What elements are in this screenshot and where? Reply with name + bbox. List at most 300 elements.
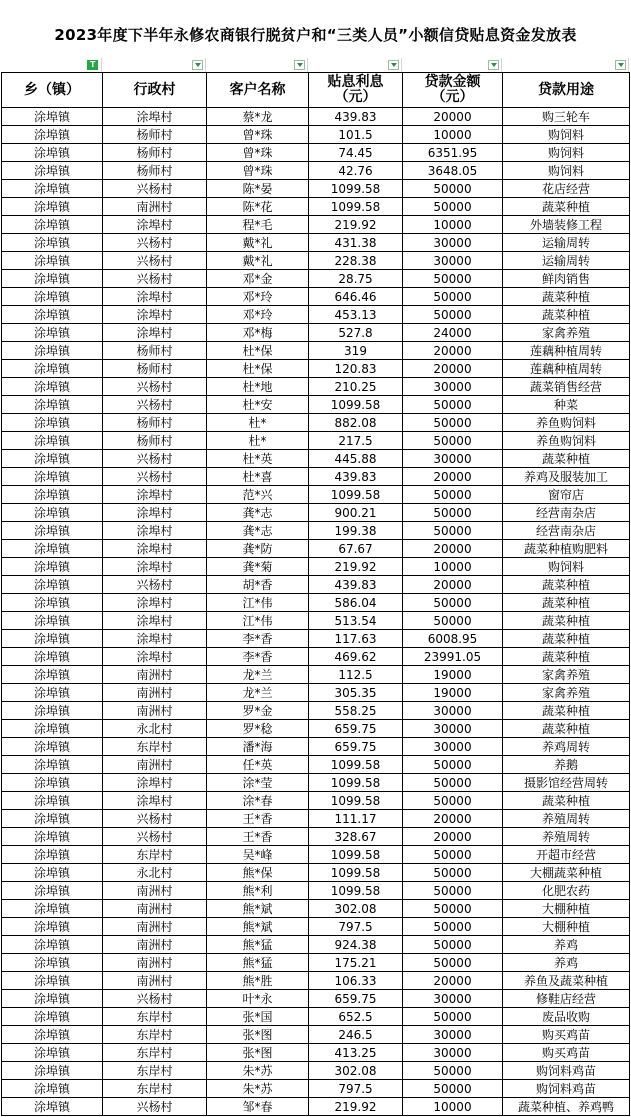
cell-village[interactable]: 兴杨村 bbox=[103, 828, 207, 846]
cell-village[interactable]: 兴杨村 bbox=[103, 180, 207, 198]
cell-purpose[interactable]: 蔬菜种植 bbox=[503, 702, 630, 720]
cell-amount[interactable]: 50000 bbox=[403, 882, 503, 900]
cell-town[interactable]: 涂埠镇 bbox=[2, 486, 103, 504]
cell-interest[interactable]: 558.25 bbox=[309, 702, 403, 720]
cell-town[interactable]: 涂埠镇 bbox=[2, 180, 103, 198]
cell-village[interactable]: 永北村 bbox=[103, 720, 207, 738]
cell-customer[interactable]: 戴*礼 bbox=[207, 234, 309, 252]
cell-interest[interactable]: 175.21 bbox=[309, 954, 403, 972]
cell-town[interactable]: 涂埠镇 bbox=[2, 954, 103, 972]
cell-village[interactable]: 东岸村 bbox=[103, 1062, 207, 1080]
cell-amount[interactable]: 24000 bbox=[403, 324, 503, 342]
cell-customer[interactable]: 程*毛 bbox=[207, 216, 309, 234]
cell-customer[interactable]: 邓*玲 bbox=[207, 288, 309, 306]
cell-village[interactable]: 东岸村 bbox=[103, 1044, 207, 1062]
cell-interest[interactable]: 302.08 bbox=[309, 1062, 403, 1080]
cell-town[interactable]: 涂埠镇 bbox=[2, 810, 103, 828]
cell-village[interactable]: 兴杨村 bbox=[103, 810, 207, 828]
cell-interest[interactable]: 1099.58 bbox=[309, 486, 403, 504]
cell-town[interactable]: 涂埠镇 bbox=[2, 342, 103, 360]
cell-amount[interactable]: 23991.05 bbox=[403, 648, 503, 666]
cell-town[interactable]: 涂埠镇 bbox=[2, 378, 103, 396]
cell-customer[interactable]: 叶*永 bbox=[207, 990, 309, 1008]
cell-customer[interactable]: 陈*晏 bbox=[207, 180, 309, 198]
cell-amount[interactable]: 30000 bbox=[403, 702, 503, 720]
cell-purpose[interactable]: 养鱼购饲料 bbox=[503, 432, 630, 450]
cell-customer[interactable]: 张*图 bbox=[207, 1044, 309, 1062]
cell-town[interactable]: 涂埠镇 bbox=[2, 666, 103, 684]
cell-purpose[interactable]: 种菜 bbox=[503, 396, 630, 414]
header-purpose[interactable]: 贷款用途 bbox=[503, 73, 630, 108]
cell-town[interactable]: 涂埠镇 bbox=[2, 846, 103, 864]
cell-customer[interactable]: 邓*梅 bbox=[207, 324, 309, 342]
cell-amount[interactable]: 30000 bbox=[403, 1044, 503, 1062]
cell-village[interactable]: 涂埠村 bbox=[103, 216, 207, 234]
cell-town[interactable]: 涂埠镇 bbox=[2, 504, 103, 522]
cell-village[interactable]: 兴杨村 bbox=[103, 450, 207, 468]
cell-purpose[interactable]: 养鹅 bbox=[503, 756, 630, 774]
cell-town[interactable]: 涂埠镇 bbox=[2, 828, 103, 846]
cell-village[interactable]: 南洲村 bbox=[103, 702, 207, 720]
cell-town[interactable]: 涂埠镇 bbox=[2, 1044, 103, 1062]
cell-village[interactable]: 涂埠村 bbox=[103, 774, 207, 792]
cell-interest[interactable]: 210.25 bbox=[309, 378, 403, 396]
cell-town[interactable]: 涂埠镇 bbox=[2, 162, 103, 180]
cell-village[interactable]: 杨师村 bbox=[103, 126, 207, 144]
cell-village[interactable]: 涂埠村 bbox=[103, 594, 207, 612]
cell-customer[interactable]: 杜*地 bbox=[207, 378, 309, 396]
cell-purpose[interactable]: 蔬菜种植 bbox=[503, 612, 630, 630]
cell-purpose[interactable]: 家禽养殖 bbox=[503, 324, 630, 342]
cell-purpose[interactable]: 家禽养殖 bbox=[503, 684, 630, 702]
cell-village[interactable]: 南洲村 bbox=[103, 198, 207, 216]
cell-amount[interactable]: 50000 bbox=[403, 180, 503, 198]
cell-interest[interactable]: 797.5 bbox=[309, 918, 403, 936]
cell-purpose[interactable]: 养殖周转 bbox=[503, 828, 630, 846]
cell-interest[interactable]: 117.63 bbox=[309, 630, 403, 648]
cell-purpose[interactable]: 家禽养殖 bbox=[503, 666, 630, 684]
cell-purpose[interactable]: 养鸡及服装加工 bbox=[503, 468, 630, 486]
cell-town[interactable]: 涂埠镇 bbox=[2, 882, 103, 900]
cell-interest[interactable]: 106.33 bbox=[309, 972, 403, 990]
cell-town[interactable]: 涂埠镇 bbox=[2, 234, 103, 252]
cell-town[interactable]: 涂埠镇 bbox=[2, 1062, 103, 1080]
cell-customer[interactable]: 熊*利 bbox=[207, 882, 309, 900]
cell-town[interactable]: 涂埠镇 bbox=[2, 432, 103, 450]
cell-customer[interactable]: 朱*苏 bbox=[207, 1080, 309, 1098]
cell-customer[interactable]: 熊*猛 bbox=[207, 954, 309, 972]
cell-purpose[interactable]: 蔬菜种植 bbox=[503, 720, 630, 738]
cell-town[interactable]: 涂埠镇 bbox=[2, 918, 103, 936]
cell-amount[interactable]: 20000 bbox=[403, 810, 503, 828]
cell-purpose[interactable]: 蔬菜种植 bbox=[503, 576, 630, 594]
cell-purpose[interactable]: 窗帘店 bbox=[503, 486, 630, 504]
cell-customer[interactable]: 杜*喜 bbox=[207, 468, 309, 486]
cell-amount[interactable]: 50000 bbox=[403, 900, 503, 918]
cell-purpose[interactable]: 蔬菜种植 bbox=[503, 648, 630, 666]
cell-customer[interactable]: 龚*菊 bbox=[207, 558, 309, 576]
cell-town[interactable]: 涂埠镇 bbox=[2, 324, 103, 342]
cell-purpose[interactable]: 养鱼及蔬菜种植 bbox=[503, 972, 630, 990]
cell-village[interactable]: 兴杨村 bbox=[103, 990, 207, 1008]
cell-interest[interactable]: 67.67 bbox=[309, 540, 403, 558]
cell-customer[interactable]: 曾*珠 bbox=[207, 162, 309, 180]
cell-interest[interactable]: 111.17 bbox=[309, 810, 403, 828]
cell-interest[interactable]: 439.83 bbox=[309, 108, 403, 126]
cell-customer[interactable]: 杜*保 bbox=[207, 360, 309, 378]
cell-amount[interactable]: 10000 bbox=[403, 126, 503, 144]
cell-town[interactable]: 涂埠镇 bbox=[2, 990, 103, 1008]
filter-dropdown-icon[interactable] bbox=[615, 60, 626, 70]
cell-village[interactable]: 兴杨村 bbox=[103, 396, 207, 414]
cell-amount[interactable]: 10000 bbox=[403, 558, 503, 576]
header-customer[interactable]: 客户名称 bbox=[207, 73, 309, 108]
cell-interest[interactable]: 1099.58 bbox=[309, 774, 403, 792]
cell-customer[interactable]: 熊*保 bbox=[207, 864, 309, 882]
cell-interest[interactable]: 219.92 bbox=[309, 558, 403, 576]
cell-village[interactable]: 南洲村 bbox=[103, 756, 207, 774]
cell-village[interactable]: 南洲村 bbox=[103, 936, 207, 954]
cell-purpose[interactable]: 大棚种植 bbox=[503, 918, 630, 936]
cell-customer[interactable]: 邓*玲 bbox=[207, 306, 309, 324]
cell-amount[interactable]: 50000 bbox=[403, 936, 503, 954]
cell-town[interactable]: 涂埠镇 bbox=[2, 900, 103, 918]
cell-interest[interactable]: 646.46 bbox=[309, 288, 403, 306]
cell-purpose[interactable]: 花店经营 bbox=[503, 180, 630, 198]
cell-customer[interactable]: 杜* bbox=[207, 414, 309, 432]
cell-amount[interactable]: 50000 bbox=[403, 288, 503, 306]
cell-customer[interactable]: 张*图 bbox=[207, 1026, 309, 1044]
cell-town[interactable]: 涂埠镇 bbox=[2, 108, 103, 126]
cell-amount[interactable]: 10000 bbox=[403, 1098, 503, 1116]
cell-amount[interactable]: 30000 bbox=[403, 252, 503, 270]
cell-amount[interactable]: 50000 bbox=[403, 306, 503, 324]
cell-town[interactable]: 涂埠镇 bbox=[2, 864, 103, 882]
cell-interest[interactable]: 797.5 bbox=[309, 1080, 403, 1098]
cell-customer[interactable]: 胡*香 bbox=[207, 576, 309, 594]
cell-purpose[interactable]: 购饲料 bbox=[503, 144, 630, 162]
cell-amount[interactable]: 50000 bbox=[403, 198, 503, 216]
cell-amount[interactable]: 50000 bbox=[403, 774, 503, 792]
cell-village[interactable]: 涂埠村 bbox=[103, 612, 207, 630]
cell-customer[interactable]: 陈*花 bbox=[207, 198, 309, 216]
cell-customer[interactable]: 龙*兰 bbox=[207, 684, 309, 702]
cell-customer[interactable]: 杜*保 bbox=[207, 342, 309, 360]
cell-interest[interactable]: 328.67 bbox=[309, 828, 403, 846]
cell-village[interactable]: 涂埠村 bbox=[103, 648, 207, 666]
cell-village[interactable]: 东岸村 bbox=[103, 1026, 207, 1044]
cell-town[interactable]: 涂埠镇 bbox=[2, 450, 103, 468]
cell-town[interactable]: 涂埠镇 bbox=[2, 414, 103, 432]
cell-town[interactable]: 涂埠镇 bbox=[2, 306, 103, 324]
cell-purpose[interactable]: 购饲料 bbox=[503, 126, 630, 144]
cell-purpose[interactable]: 购饲料 bbox=[503, 162, 630, 180]
cell-village[interactable]: 南洲村 bbox=[103, 684, 207, 702]
cell-village[interactable]: 涂埠村 bbox=[103, 630, 207, 648]
cell-town[interactable]: 涂埠镇 bbox=[2, 1098, 103, 1116]
cell-purpose[interactable]: 养鸡 bbox=[503, 954, 630, 972]
cell-interest[interactable]: 431.38 bbox=[309, 234, 403, 252]
cell-amount[interactable]: 50000 bbox=[403, 1062, 503, 1080]
cell-town[interactable]: 涂埠镇 bbox=[2, 360, 103, 378]
cell-town[interactable]: 涂埠镇 bbox=[2, 396, 103, 414]
cell-amount[interactable]: 50000 bbox=[403, 756, 503, 774]
cell-village[interactable]: 涂埠村 bbox=[103, 486, 207, 504]
cell-purpose[interactable]: 购饲料 bbox=[503, 558, 630, 576]
cell-customer[interactable]: 龚*防 bbox=[207, 540, 309, 558]
cell-amount[interactable]: 50000 bbox=[403, 414, 503, 432]
cell-interest[interactable]: 1099.58 bbox=[309, 882, 403, 900]
cell-town[interactable]: 涂埠镇 bbox=[2, 774, 103, 792]
cell-purpose[interactable]: 购三轮车 bbox=[503, 108, 630, 126]
cell-village[interactable]: 杨师村 bbox=[103, 414, 207, 432]
cell-amount[interactable]: 20000 bbox=[403, 576, 503, 594]
cell-village[interactable]: 涂埠村 bbox=[103, 558, 207, 576]
cell-amount[interactable]: 50000 bbox=[403, 792, 503, 810]
cell-customer[interactable]: 杜*安 bbox=[207, 396, 309, 414]
cell-purpose[interactable]: 养鸡 bbox=[503, 936, 630, 954]
cell-amount[interactable]: 6351.95 bbox=[403, 144, 503, 162]
cell-town[interactable]: 涂埠镇 bbox=[2, 252, 103, 270]
cell-town[interactable]: 涂埠镇 bbox=[2, 972, 103, 990]
cell-customer[interactable]: 龚*志 bbox=[207, 522, 309, 540]
cell-amount[interactable]: 20000 bbox=[403, 972, 503, 990]
header-amount[interactable] bbox=[403, 73, 503, 108]
cell-interest[interactable]: 413.25 bbox=[309, 1044, 403, 1062]
cell-town[interactable]: 涂埠镇 bbox=[2, 558, 103, 576]
cell-amount[interactable]: 50000 bbox=[403, 270, 503, 288]
cell-amount[interactable]: 30000 bbox=[403, 234, 503, 252]
cell-interest[interactable]: 112.5 bbox=[309, 666, 403, 684]
cell-purpose[interactable]: 莲藕种植周转 bbox=[503, 342, 630, 360]
cell-interest[interactable]: 453.13 bbox=[309, 306, 403, 324]
cell-interest[interactable]: 101.5 bbox=[309, 126, 403, 144]
cell-interest[interactable]: 924.38 bbox=[309, 936, 403, 954]
cell-town[interactable]: 涂埠镇 bbox=[2, 738, 103, 756]
cell-town[interactable]: 涂埠镇 bbox=[2, 630, 103, 648]
cell-interest[interactable]: 882.08 bbox=[309, 414, 403, 432]
cell-amount[interactable]: 30000 bbox=[403, 1026, 503, 1044]
cell-interest[interactable]: 527.8 bbox=[309, 324, 403, 342]
cell-town[interactable]: 涂埠镇 bbox=[2, 702, 103, 720]
cell-interest[interactable]: 199.38 bbox=[309, 522, 403, 540]
header-interest[interactable] bbox=[309, 73, 403, 108]
cell-amount[interactable]: 20000 bbox=[403, 828, 503, 846]
cell-town[interactable]: 涂埠镇 bbox=[2, 1080, 103, 1098]
cell-interest[interactable]: 319 bbox=[309, 342, 403, 360]
cell-interest[interactable]: 219.92 bbox=[309, 216, 403, 234]
cell-village[interactable]: 杨师村 bbox=[103, 162, 207, 180]
cell-amount[interactable]: 20000 bbox=[403, 108, 503, 126]
filter-dropdown-icon[interactable] bbox=[388, 60, 399, 70]
cell-town[interactable]: 涂埠镇 bbox=[2, 756, 103, 774]
cell-purpose[interactable]: 蔬菜种植购肥料 bbox=[503, 540, 630, 558]
cell-town[interactable]: 涂埠镇 bbox=[2, 792, 103, 810]
cell-customer[interactable]: 范*兴 bbox=[207, 486, 309, 504]
cell-purpose[interactable]: 蔬菜销售经营 bbox=[503, 378, 630, 396]
cell-town[interactable]: 涂埠镇 bbox=[2, 288, 103, 306]
cell-purpose[interactable]: 鲜肉销售 bbox=[503, 270, 630, 288]
cell-interest[interactable]: 1099.58 bbox=[309, 396, 403, 414]
cell-interest[interactable]: 900.21 bbox=[309, 504, 403, 522]
cell-interest[interactable]: 1099.58 bbox=[309, 846, 403, 864]
cell-village[interactable]: 兴杨村 bbox=[103, 234, 207, 252]
cell-purpose[interactable]: 外墙装修工程 bbox=[503, 216, 630, 234]
cell-customer[interactable]: 李*香 bbox=[207, 648, 309, 666]
cell-amount[interactable]: 50000 bbox=[403, 612, 503, 630]
cell-customer[interactable]: 杜*英 bbox=[207, 450, 309, 468]
cell-town[interactable]: 涂埠镇 bbox=[2, 594, 103, 612]
cell-village[interactable]: 东岸村 bbox=[103, 1008, 207, 1026]
cell-purpose[interactable]: 大棚种植 bbox=[503, 900, 630, 918]
cell-customer[interactable]: 戴*礼 bbox=[207, 252, 309, 270]
cell-interest[interactable]: 469.62 bbox=[309, 648, 403, 666]
cell-village[interactable]: 兴杨村 bbox=[103, 270, 207, 288]
cell-interest[interactable]: 74.45 bbox=[309, 144, 403, 162]
cell-amount[interactable]: 50000 bbox=[403, 864, 503, 882]
cell-customer[interactable]: 任*英 bbox=[207, 756, 309, 774]
cell-town[interactable]: 涂埠镇 bbox=[2, 648, 103, 666]
cell-customer[interactable]: 龚*志 bbox=[207, 504, 309, 522]
cell-customer[interactable]: 熊*猛 bbox=[207, 936, 309, 954]
cell-customer[interactable]: 熊*胜 bbox=[207, 972, 309, 990]
cell-interest[interactable]: 652.5 bbox=[309, 1008, 403, 1026]
cell-purpose[interactable]: 经营南杂店 bbox=[503, 522, 630, 540]
cell-customer[interactable]: 朱*苏 bbox=[207, 1062, 309, 1080]
cell-amount[interactable]: 50000 bbox=[403, 846, 503, 864]
cell-village[interactable]: 杨师村 bbox=[103, 360, 207, 378]
cell-customer[interactable]: 江*伟 bbox=[207, 612, 309, 630]
cell-purpose[interactable]: 蔬菜种植 bbox=[503, 792, 630, 810]
cell-amount[interactable]: 19000 bbox=[403, 684, 503, 702]
cell-village[interactable]: 南洲村 bbox=[103, 954, 207, 972]
cell-amount[interactable]: 50000 bbox=[403, 522, 503, 540]
cell-amount[interactable]: 20000 bbox=[403, 342, 503, 360]
cell-purpose[interactable]: 购买鸡苗 bbox=[503, 1026, 630, 1044]
cell-purpose[interactable]: 废品收购 bbox=[503, 1008, 630, 1026]
cell-amount[interactable]: 20000 bbox=[403, 468, 503, 486]
cell-town[interactable]: 涂埠镇 bbox=[2, 540, 103, 558]
cell-purpose[interactable]: 养殖周转 bbox=[503, 810, 630, 828]
cell-town[interactable]: 涂埠镇 bbox=[2, 126, 103, 144]
cell-purpose[interactable]: 养鸡周转 bbox=[503, 738, 630, 756]
cell-village[interactable]: 涂埠村 bbox=[103, 540, 207, 558]
cell-town[interactable]: 涂埠镇 bbox=[2, 576, 103, 594]
cell-customer[interactable]: 王*香 bbox=[207, 810, 309, 828]
cell-amount[interactable]: 6008.95 bbox=[403, 630, 503, 648]
cell-village[interactable]: 涂埠村 bbox=[103, 504, 207, 522]
cell-village[interactable]: 涂埠村 bbox=[103, 324, 207, 342]
cell-town[interactable]: 涂埠镇 bbox=[2, 216, 103, 234]
cell-town[interactable]: 涂埠镇 bbox=[2, 1026, 103, 1044]
cell-purpose[interactable]: 莲藕种植周转 bbox=[503, 360, 630, 378]
cell-amount[interactable]: 19000 bbox=[403, 666, 503, 684]
cell-interest[interactable]: 1099.58 bbox=[309, 792, 403, 810]
cell-customer[interactable]: 涂*莹 bbox=[207, 774, 309, 792]
cell-purpose[interactable]: 购买鸡苗 bbox=[503, 1044, 630, 1062]
cell-customer[interactable]: 罗*稔 bbox=[207, 720, 309, 738]
cell-purpose[interactable]: 大棚蔬菜种植 bbox=[503, 864, 630, 882]
cell-interest[interactable]: 659.75 bbox=[309, 990, 403, 1008]
cell-town[interactable]: 涂埠镇 bbox=[2, 270, 103, 288]
cell-purpose[interactable]: 化肥农药 bbox=[503, 882, 630, 900]
cell-village[interactable]: 涂埠村 bbox=[103, 792, 207, 810]
filter-active-icon[interactable] bbox=[87, 60, 98, 70]
cell-town[interactable]: 涂埠镇 bbox=[2, 198, 103, 216]
cell-interest[interactable]: 120.83 bbox=[309, 360, 403, 378]
cell-customer[interactable]: 罗*金 bbox=[207, 702, 309, 720]
cell-village[interactable]: 兴杨村 bbox=[103, 576, 207, 594]
cell-village[interactable]: 杨师村 bbox=[103, 432, 207, 450]
cell-purpose[interactable]: 运输周转 bbox=[503, 252, 630, 270]
cell-purpose[interactable]: 购饲料鸡苗 bbox=[503, 1080, 630, 1098]
cell-amount[interactable]: 50000 bbox=[403, 396, 503, 414]
cell-interest[interactable]: 42.76 bbox=[309, 162, 403, 180]
cell-interest[interactable]: 1099.58 bbox=[309, 864, 403, 882]
cell-amount[interactable]: 50000 bbox=[403, 486, 503, 504]
cell-interest[interactable]: 1099.58 bbox=[309, 756, 403, 774]
cell-interest[interactable]: 228.38 bbox=[309, 252, 403, 270]
cell-amount[interactable]: 50000 bbox=[403, 594, 503, 612]
cell-purpose[interactable]: 蔬菜种植、养鸡鸭 bbox=[503, 1098, 630, 1116]
cell-customer[interactable]: 张*国 bbox=[207, 1008, 309, 1026]
cell-interest[interactable]: 1099.58 bbox=[309, 180, 403, 198]
cell-purpose[interactable]: 蔬菜种植 bbox=[503, 630, 630, 648]
cell-purpose[interactable]: 购饲料鸡苗 bbox=[503, 1062, 630, 1080]
cell-purpose[interactable]: 蔬菜种植 bbox=[503, 450, 630, 468]
cell-purpose[interactable]: 蔬菜种植 bbox=[503, 198, 630, 216]
cell-amount[interactable]: 30000 bbox=[403, 738, 503, 756]
cell-interest[interactable]: 302.08 bbox=[309, 900, 403, 918]
cell-amount[interactable]: 50000 bbox=[403, 432, 503, 450]
cell-customer[interactable]: 邹*春 bbox=[207, 1098, 309, 1116]
cell-purpose[interactable]: 蔬菜种植 bbox=[503, 306, 630, 324]
cell-village[interactable]: 兴杨村 bbox=[103, 252, 207, 270]
cell-purpose[interactable]: 蔬菜种植 bbox=[503, 288, 630, 306]
cell-customer[interactable]: 熊*斌 bbox=[207, 918, 309, 936]
cell-purpose[interactable]: 修鞋店经营 bbox=[503, 990, 630, 1008]
cell-customer[interactable]: 江*伟 bbox=[207, 594, 309, 612]
cell-interest[interactable]: 439.83 bbox=[309, 576, 403, 594]
cell-village[interactable]: 永北村 bbox=[103, 864, 207, 882]
cell-customer[interactable]: 吴*峰 bbox=[207, 846, 309, 864]
cell-town[interactable]: 涂埠镇 bbox=[2, 936, 103, 954]
header-village[interactable]: 行政村 bbox=[103, 73, 207, 108]
cell-village[interactable]: 南洲村 bbox=[103, 972, 207, 990]
cell-interest[interactable]: 305.35 bbox=[309, 684, 403, 702]
cell-village[interactable]: 南洲村 bbox=[103, 666, 207, 684]
cell-amount[interactable]: 10000 bbox=[403, 216, 503, 234]
filter-dropdown-icon[interactable] bbox=[192, 60, 203, 70]
filter-dropdown-icon[interactable] bbox=[294, 60, 305, 70]
cell-interest[interactable]: 439.83 bbox=[309, 468, 403, 486]
cell-customer[interactable]: 邓*金 bbox=[207, 270, 309, 288]
cell-purpose[interactable]: 运输周转 bbox=[503, 234, 630, 252]
cell-customer[interactable]: 曾*珠 bbox=[207, 126, 309, 144]
cell-amount[interactable]: 30000 bbox=[403, 378, 503, 396]
cell-village[interactable]: 杨师村 bbox=[103, 144, 207, 162]
cell-purpose[interactable]: 经营南杂店 bbox=[503, 504, 630, 522]
cell-interest[interactable]: 586.04 bbox=[309, 594, 403, 612]
cell-town[interactable]: 涂埠镇 bbox=[2, 468, 103, 486]
cell-amount[interactable]: 30000 bbox=[403, 720, 503, 738]
cell-customer[interactable]: 蔡*龙 bbox=[207, 108, 309, 126]
cell-customer[interactable]: 曾*珠 bbox=[207, 144, 309, 162]
cell-town[interactable]: 涂埠镇 bbox=[2, 720, 103, 738]
cell-interest[interactable]: 659.75 bbox=[309, 720, 403, 738]
cell-town[interactable]: 涂埠镇 bbox=[2, 522, 103, 540]
cell-village[interactable]: 杨师村 bbox=[103, 342, 207, 360]
